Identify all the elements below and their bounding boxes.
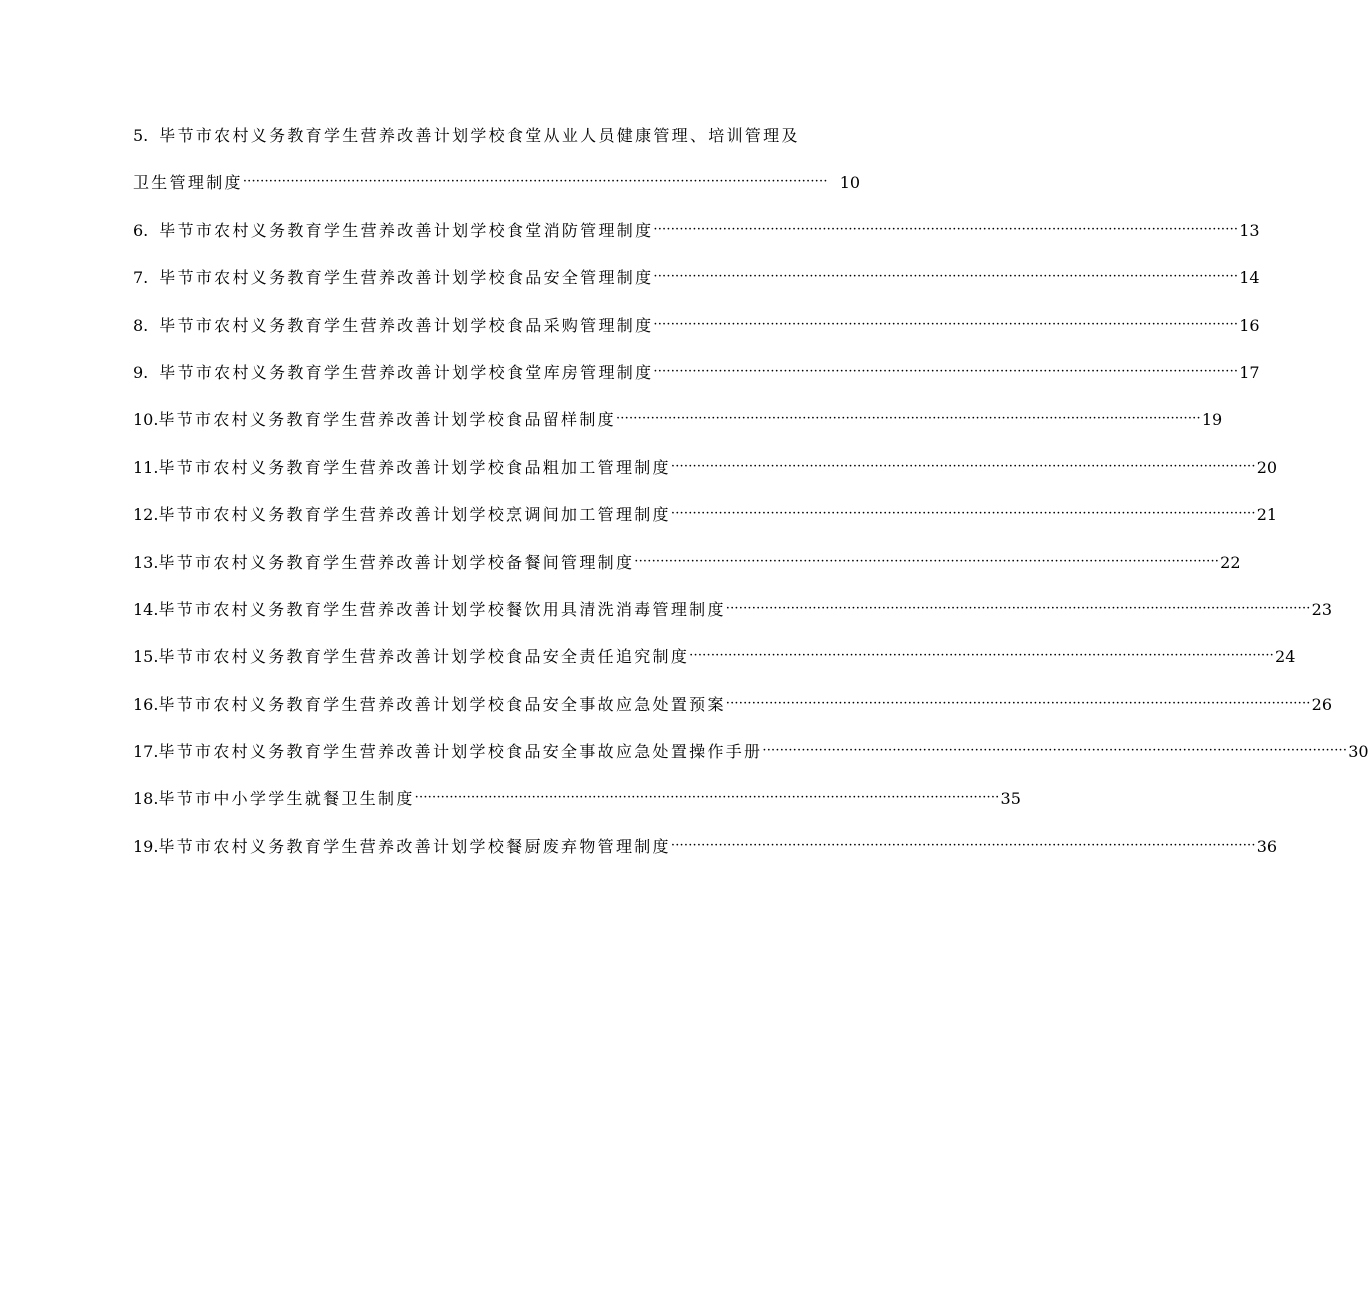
toc-entry-title: 毕节市农村义务教育学生营养改善计划学校食品粗加工管理制度	[158, 457, 671, 477]
toc-entry-16[interactable]	[133, 694, 1332, 715]
toc-entry-page-number: 14	[1239, 268, 1260, 288]
toc-entry-number: 11.	[133, 457, 159, 477]
toc-entry-page-number: 30	[1348, 742, 1369, 762]
toc-entry-number: 9.	[133, 362, 149, 382]
toc-entry-number: 8.	[133, 315, 149, 335]
toc-entry-page-number: 26	[1311, 694, 1332, 714]
toc-entry-number: 5.	[133, 126, 149, 145]
toc-entry-number: 16.	[133, 694, 159, 714]
toc-entry-title: 毕节市农村义务教育学生营养改善计划学校食堂消防管理制度	[159, 220, 654, 240]
toc-entry-8[interactable]	[133, 315, 1260, 336]
toc-entry-number: 19.	[133, 836, 159, 856]
toc-entry-title: 毕节市农村义务教育学生营养改善计划学校食品采购管理制度	[159, 315, 654, 335]
toc-entry-title: 毕节市中小学学生就餐卫生制度	[158, 789, 415, 809]
toc-entry-12[interactable]	[133, 504, 1278, 525]
toc-entry-page-number: 16	[1239, 315, 1260, 335]
dot-leader	[671, 504, 1256, 525]
toc-entry-title: 毕节市农村义务教育学生营养改善计划学校食品安全事故应急处置预案	[158, 694, 726, 714]
toc-entry-title: 毕节市农村义务教育学生营养改善计划学校食品安全责任追究制度	[158, 647, 690, 667]
toc-entry-page-number: 23	[1311, 599, 1332, 619]
toc-entry-title: 毕节市农村义务教育学生营养改善计划学校餐饮用具清洗消毒管理制度	[158, 599, 726, 619]
toc-entry-17[interactable]	[133, 741, 1369, 762]
toc-entry-page-number: 19	[1201, 410, 1223, 430]
toc-entry-title: 毕节市农村义务教育学生营养改善计划学校烹调间加工管理制度	[158, 505, 671, 525]
dot-leader	[634, 552, 1219, 573]
toc-entry-line2	[133, 172, 861, 193]
toc-entry-page-number: 17	[1239, 362, 1260, 382]
toc-entry-page-number: 13	[1239, 220, 1260, 240]
dot-leader	[762, 741, 1347, 762]
dot-leader	[653, 220, 1238, 241]
toc-entry-title: 毕节市农村义务教育学生营养改善计划学校餐厨废弃物管理制度	[158, 836, 671, 856]
dot-leader	[653, 362, 1238, 383]
toc-entry-title: 毕节市农村义务教育学生营养改善计划学校食品安全管理制度	[159, 268, 654, 288]
dot-leader	[671, 457, 1256, 478]
toc-entry-title: 毕节市农村义务教育学生营养改善计划学校食堂从业人员健康管理、培训管理及	[159, 126, 800, 145]
toc-entry-19[interactable]	[133, 836, 1278, 857]
toc-entry-page-number: 21	[1256, 505, 1278, 525]
toc-entry-number: 7.	[133, 268, 149, 288]
toc-entry-6[interactable]	[133, 220, 1260, 241]
toc-entry-number: 12.	[133, 505, 159, 525]
table-of-contents	[133, 126, 1369, 883]
dot-leader	[653, 315, 1238, 336]
toc-entry-page-number: 10	[839, 173, 861, 193]
dot-leader	[243, 172, 828, 193]
toc-entry-number: 14.	[133, 599, 159, 619]
toc-entry-page-number: 22	[1220, 552, 1241, 572]
toc-entry-page-number: 20	[1256, 457, 1278, 477]
toc-entry-11[interactable]	[133, 457, 1278, 478]
toc-entry-number: 17.	[133, 742, 159, 762]
toc-entry-14[interactable]	[133, 599, 1332, 620]
toc-entry-page-number: 35	[1000, 789, 1021, 809]
toc-entry-15[interactable]	[133, 646, 1296, 667]
toc-entry-number: 13.	[133, 552, 159, 572]
toc-entry-title-continued: 卫生管理制度	[133, 173, 243, 193]
toc-entry-number: 10.	[133, 410, 159, 430]
dot-leader	[726, 599, 1311, 620]
toc-entry-line1	[133, 126, 810, 146]
toc-entry-title: 毕节市农村义务教育学生营养改善计划学校食堂库房管理制度	[159, 362, 654, 382]
toc-entry-number: 15.	[133, 647, 159, 667]
toc-entry-10[interactable]	[133, 409, 1223, 430]
dot-leader	[671, 836, 1256, 857]
toc-entry-7[interactable]	[133, 267, 1260, 288]
toc-entry-13[interactable]	[133, 552, 1241, 573]
dot-leader	[689, 646, 1274, 667]
toc-entry-5[interactable]	[133, 126, 861, 193]
toc-entry-page-number: 24	[1275, 647, 1296, 667]
toc-entry-title: 毕节市农村义务教育学生营养改善计划学校食品安全事故应急处置操作手册	[158, 742, 763, 762]
dot-leader	[616, 409, 1201, 430]
dot-leader	[726, 694, 1311, 715]
toc-entry-18[interactable]	[133, 788, 1021, 809]
toc-entry-9[interactable]	[133, 362, 1260, 383]
toc-entry-page-number: 36	[1256, 836, 1278, 856]
toc-entry-title: 毕节市农村义务教育学生营养改善计划学校食品留样制度	[158, 410, 616, 430]
dot-leader	[415, 788, 1000, 809]
toc-entry-title: 毕节市农村义务教育学生营养改善计划学校备餐间管理制度	[158, 552, 635, 572]
dot-leader	[653, 267, 1238, 288]
toc-entry-number: 6.	[133, 220, 149, 240]
toc-entry-number: 18.	[133, 789, 159, 809]
